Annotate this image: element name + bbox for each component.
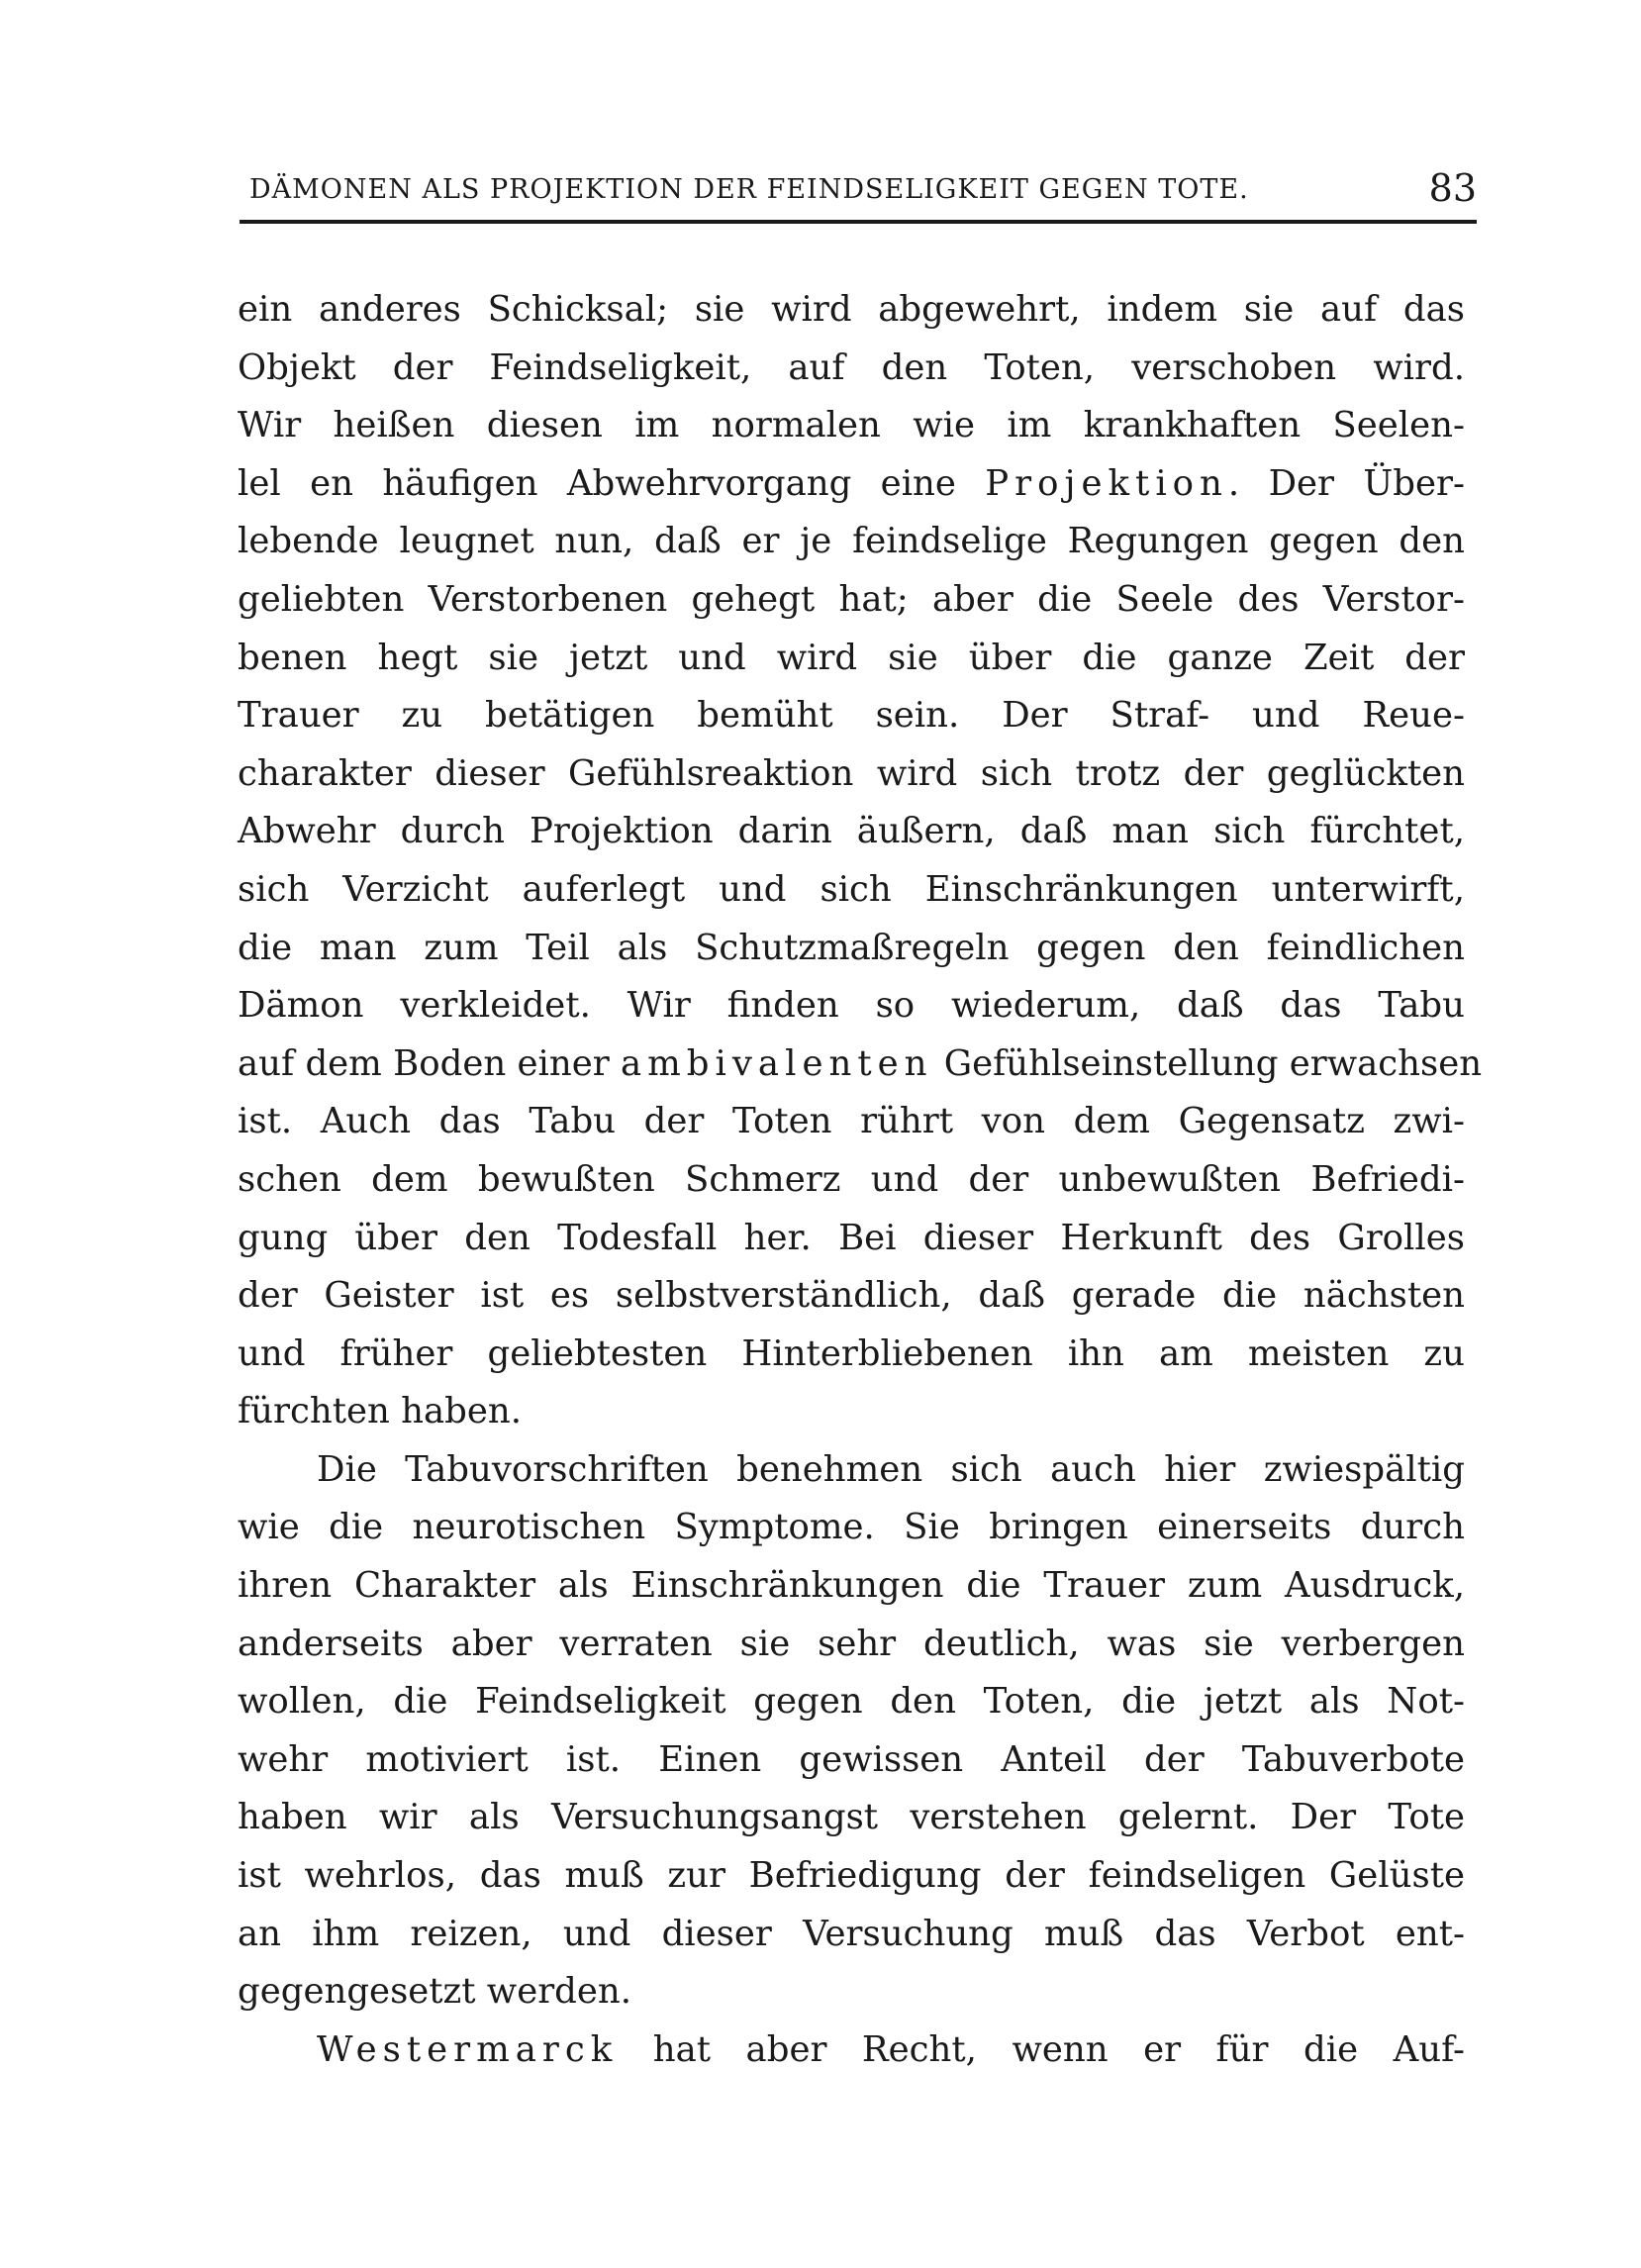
text-line: Abwehr durch Projektion darin äußern, daß man sich fürchtet, <box>238 811 1465 852</box>
text-line: schen dem bewußten Schmerz und der unbewußten Befriedi- <box>238 1158 1465 1200</box>
paragraph-1 <box>238 281 1483 1441</box>
text-line <box>238 455 1465 514</box>
text-line: an ihm reizen, und dieser Versuchung muß das Verbot ent- <box>238 1913 1465 1954</box>
text-segment: . Der Über- <box>1227 462 1465 504</box>
paragraph-3 <box>238 2021 1465 2080</box>
emphasis-ambivalenten: ambivalenten <box>620 1042 933 1084</box>
text-line: Dämon verkleidet. Wir finden so wiederum, daß das Tabu <box>238 985 1465 1027</box>
text-line: fürchten haben. <box>238 1391 523 1432</box>
text-segment: auf dem Boden einer <box>238 1042 621 1084</box>
text-line: Trauer zu betätigen bemüht sein. Der Straf- und Reue- <box>238 695 1465 737</box>
text-segment: hat aber Recht, wenn er für die Auf- <box>618 2028 1465 2070</box>
text-line: Wir heißen diesen im normalen wie im krankhaften Seelen- <box>238 405 1465 446</box>
text-line: ihren Charakter als Einschränkungen die Trauer zum Ausdruck, <box>238 1565 1465 1607</box>
text-line: sich Verzicht auferlegt und sich Einschränkungen unterwirft, <box>238 868 1465 910</box>
paragraph-2 <box>238 1441 1465 2021</box>
text-line: Die Tabuvorschriften benehmen sich auch hier zwiespältig <box>317 1448 1465 1490</box>
text-line: gung über den Todesfall her. Bei dieser Herkunft des Grolles <box>238 1217 1465 1258</box>
text-line: die man zum Teil als Schutzmaßregeln gegen den feindlichen <box>238 927 1465 968</box>
text-line <box>238 2021 1465 2080</box>
text-line: ist wehrlos, das muß zur Befriedigung der feindseligen Gelüste <box>238 1855 1465 1897</box>
text-segment: Gefühlseinstellung erwachsen <box>932 1042 1483 1084</box>
text-line: anderseits aber verraten sie sehr deutlich, was sie verbergen <box>238 1623 1465 1664</box>
running-title: DÄMONEN ALS PROJEKTION DER FEINDSELIGKEIT GEGEN TOTE. <box>249 174 1249 205</box>
text-line: wollen, die Feindseligkeit gegen den Toten, die jetzt als Not- <box>238 1681 1465 1723</box>
text-line: lebende leugnet nun, daß er je feindselige Regungen gegen den <box>238 521 1465 562</box>
text-line: gegengesetzt werden. <box>238 1971 632 2013</box>
text-line: charakter dieser Gefühlsreaktion wird sich trotz der geglückten <box>238 752 1465 794</box>
emphasis-westermarck: Westermarck <box>317 2028 619 2070</box>
text-line: haben wir als Versuchungsangst verstehen gelernt. Der Tote <box>238 1797 1465 1838</box>
text-line: geliebten Verstorbenen gehegt hat; aber die Seele des Verstor- <box>238 578 1465 620</box>
text-line: wehr motiviert ist. Einen gewissen Anteil der Tabuverbote <box>238 1738 1465 1780</box>
text-line: der Geister ist es selbstverständlich, daß gerade die nächsten <box>238 1275 1465 1317</box>
text-line: und früher geliebtesten Hinterbliebenen ihn am meisten zu <box>238 1332 1465 1374</box>
text-line: ist. Auch das Tabu der Toten rührt von dem Gegensatz zwi- <box>238 1101 1465 1142</box>
body-text <box>238 281 1483 2079</box>
text-line: ein anderes Schicksal; sie wird abgewehrt, indem sie auf das <box>238 289 1465 330</box>
header-rule <box>240 220 1477 224</box>
text-line: wie die neurotischen Symptome. Sie bringen einerseits durch <box>238 1507 1465 1548</box>
page-header <box>240 166 1477 216</box>
text-line: Objekt der Feindseligkeit, auf den Toten, verschoben wird. <box>238 346 1465 388</box>
emphasis-projektion: Projektion <box>985 462 1228 504</box>
page-number: 83 <box>1428 166 1477 210</box>
text-line <box>238 1035 1483 1094</box>
text-segment: lel en häufigen Abwehrvorgang eine <box>238 462 986 504</box>
text-line: benen hegt sie jetzt und wird sie über die ganze Zeit der <box>238 637 1465 678</box>
